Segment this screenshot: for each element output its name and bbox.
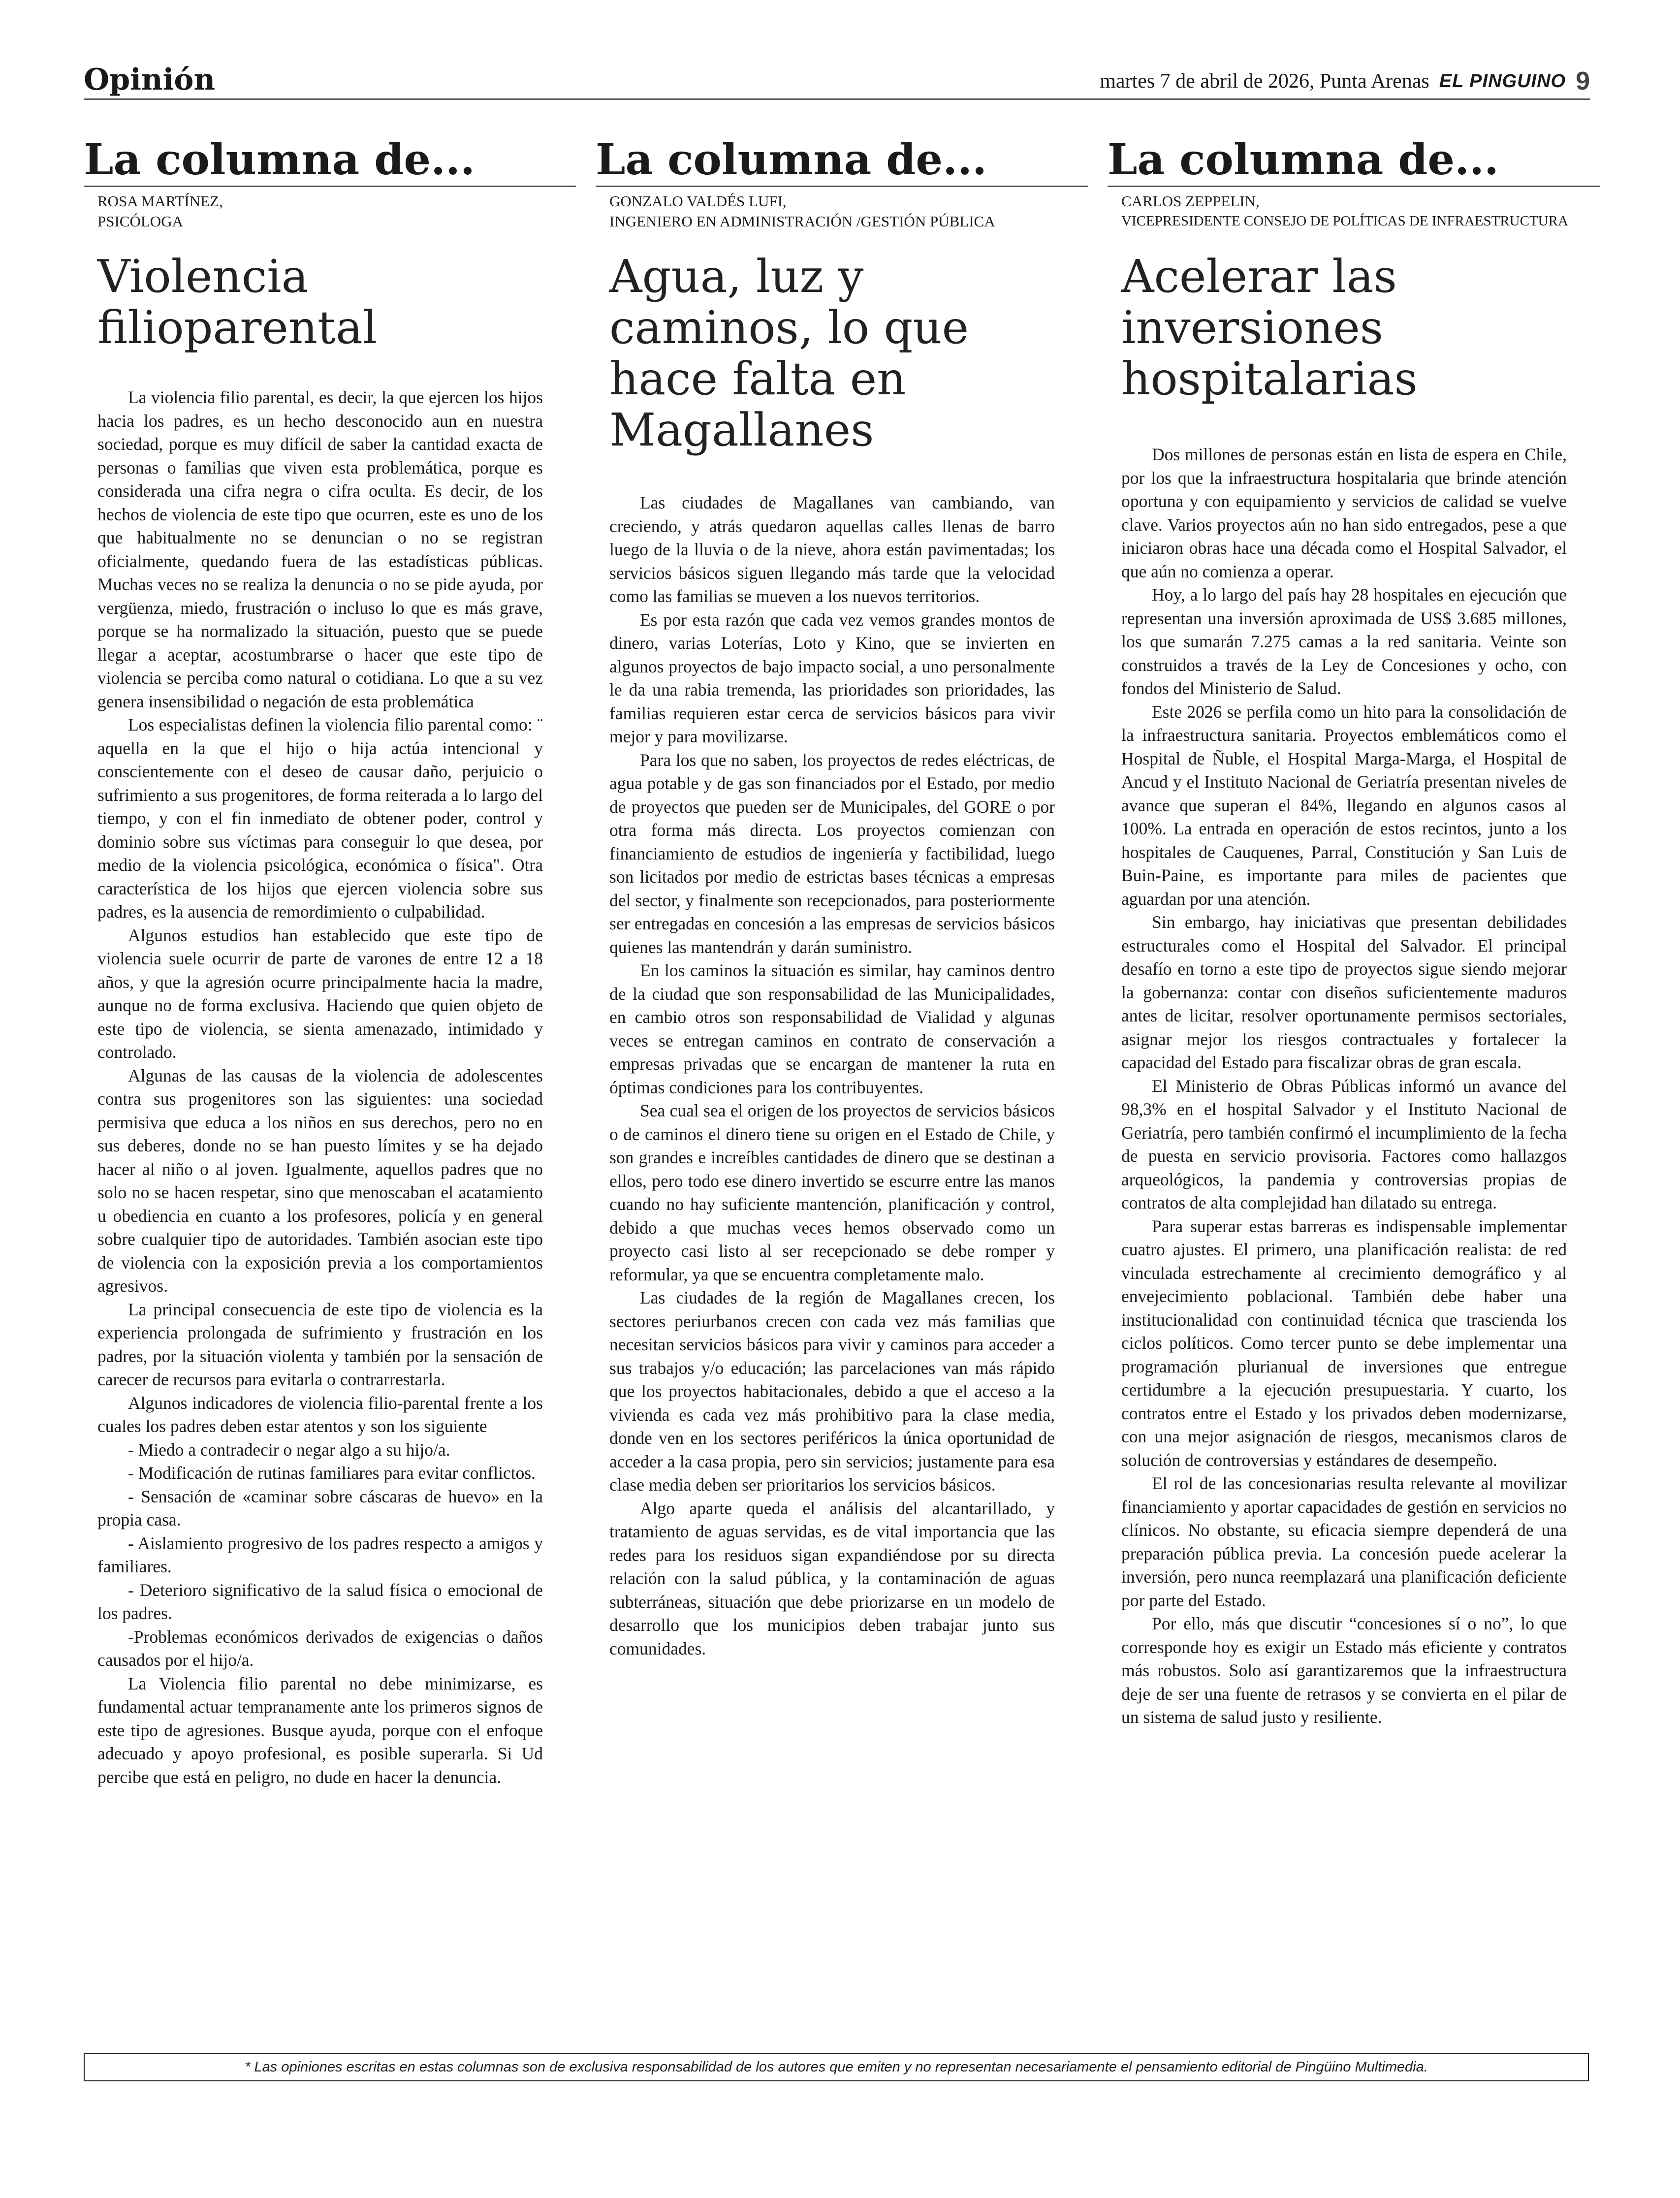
paragraph: Por ello, más que discutir “concesiones sí o no”, lo que corresponde hoy es exigir un Estado más eficiente y contratos más robustos. Solo así garantizaremos que la infraestructura deje de ser una fuente de retrasos y se convierta en el pilar de un sistema de salud justo y resiliente.: [1121, 1614, 1567, 1727]
article-headline: Violencia filioparental: [97, 250, 378, 354]
author-byline: [97, 191, 576, 231]
paragraph: El Ministerio de Obras Públicas informó un avance del 98,3% en el hospital Salvador y el Instituto Nacional de Geriatría, pero también confirmó el incumplimiento de la fecha de puesta en servicio provisoria. Factores como hallazgos arqueológicos, la pandemia y controversias propias de contratos de alta complejidad han dilatado su entrega.: [1121, 1076, 1567, 1212]
column-banner: La columna de...: [1108, 135, 1600, 187]
list-item: - Sensación de «caminar sobre cáscaras de huevo» en la propia casa.: [97, 1486, 543, 1529]
author-name: GONZALO VALDÉS LUFI,: [609, 192, 787, 210]
column-3: [1108, 135, 1600, 1729]
newspaper-logo: EL PINGUINO: [1439, 70, 1566, 92]
paragraph: Este 2026 se perfila como un hito para la consolidación de la infraestructura sanitaria. Proyectos emblemáticos como el Hospital de Ñuble, el Hospital Marga-Marga, el Hospital de Ancud y el Instituto Nacional de Geriatría presentan niveles de avance que superan el 84%, llegando en algunos casos al 100%. La entrada en operación de estos recintos, junto a los hospitales de Cauquenes, Parral, Constitución y San Luis de Buin-Paine, es importante para miles de pacientes que aguardan por una atención.: [1121, 701, 1567, 909]
paragraph: Algunas de las causas de la violencia de adolescentes contra sus progenitores son las siguientes: una sociedad permisiva que educa a los niños en sus derechos, pero no en sus deberes, donde no se han puesto límites y se ha dejado hacer al niño o al joven. Igualmente, aquellos padres que no solo no se hacen respetar, sino que menoscaban el acatamiento u obediencia en cuanto a los profesores, policía y en general sobre cualquier tipo de autoridades. También asocian este tipo de violencia con la exposición previa a los comportamientos agresivos.: [97, 1065, 543, 1296]
author-byline: [1121, 191, 1600, 231]
author-byline: [609, 191, 1088, 231]
page-header: [84, 62, 1590, 100]
author-name: ROSA MARTÍNEZ,: [97, 192, 223, 210]
paragraph: Para superar estas barreras es indispensable implementar cuatro ajustes. El primero, una planificación realista: de red vinculada estrechamente al crecimiento demográfico y al envejecimiento poblacional. También debe haber una institucionalidad con continuidad técnica que trascienda los ciclos políticos. Como tercer punto se debe implementar una programación plurianual de inversiones que entregue certidumbre a la ejecución presupuestaria. Y cuarto, los contratos entre el Estado y los privados deben modernizarse, con una mejor asignación de riesgos, mecanismos claros de solución de controversias y estándares de desempeño.: [1121, 1216, 1567, 1470]
paragraph: Las ciudades de Magallanes van cambiando, van creciendo, y atrás quedaron aquellas calles llenas de barro luego de la lluvia o de la nieve, ahora están pavimentadas; los servicios básicos siguen llegando más tarde que la velocidad como las familias se mueven a los nuevos territorios.: [609, 493, 1055, 606]
column-2: [596, 135, 1088, 1660]
article-body: [97, 386, 543, 1789]
paragraph: Es por esta razón que cada vez vemos grandes montos de dinero, varias Loterías, Loto y Kino, que se invierten en algunos proyectos de bajo impacto social, a uno personalmente le da una rabia tremenda, las prioridades son prioridades, las familias requieren estar cerca de servicios básicos para vivir mejor y para movilizarse.: [609, 609, 1055, 746]
edition-date: martes 7 de abril de 2026, Punta Arenas: [1100, 70, 1429, 93]
list-item: - Modificación de rutinas familiares para evitar conflictos.: [128, 1463, 536, 1483]
paragraph: En los caminos la situación es similar, hay caminos dentro de la ciudad que son responsabilidad de las Municipalidades, en cambio otros son responsabilidad de Vialidad y algunas veces se entregan caminos en contrato de conservación a empresas privadas que se encargan de mantener la ruta en óptimas condiciones para los contribuyentes.: [609, 960, 1055, 1097]
editorial-disclaimer: * Las opiniones escritas en estas columnas son de exclusiva responsabilidad de los autores que emiten y no representan necesariamente el pensamiento editorial de Pingüino Multimedia.: [84, 2053, 1589, 2081]
article-headline: Acelerar las inversiones hospitalarias: [1121, 250, 1418, 405]
paragraph: Los especialistas definen la violencia filio parental como: ¨ aquella en la que el hijo o hija actúa intencional y conscientemente con el deseo de causar daño, perjuicio o sufrimiento a sus progenitores, de forma reiterada a lo largo del tiempo, y con el fin inmediato de obtener poder, control y dominio sobre sus víctimas para conseguir lo que desea, por medio de la violencia psicológica, económica o física". Otra característica de los hijos que ejercen violencia sobre sus padres, es la ausencia de remordimiento o culpabilidad.: [97, 715, 543, 922]
author-role: PSICÓLOGA: [97, 213, 183, 230]
paragraph: Para los que no saben, los proyectos de redes eléctricas, de agua potable y de gas son financiados por el Estado, por medio de proyectos que pueden ser de Municipales, del GORE o por otra forma más directa. Los proyectos comienzan con financiamiento de estudios de ingeniería y factibilidad, luego son licitados por medio de estrictas bases técnicas a empresas del sector, y finalmente son recepcionados, para posteriormente ser entregadas en concesión a las empresas de servicios básicos quienes las mantendrán y darán suministro.: [609, 750, 1055, 957]
list-item: - Aislamiento progresivo de los padres respecto a amigos y familiares.: [97, 1533, 543, 1576]
paragraph: Algo aparte queda el análisis del alcantarillado, y tratamiento de aguas servidas, es de vital importancia que las redes para los residuos sigan expandiéndose por su directa relación con la salud pública, y la contaminación de aguas subterráneas, situación que debe priorizarse en un modelo de desarrollo que los municipios deben trabajar junto sus comunidades.: [609, 1498, 1055, 1658]
list-item: -Problemas económicos derivados de exigencias o daños causados por el hijo/a.: [97, 1626, 543, 1670]
list-item: - Deterioro significativo de la salud física o emocional de los padres.: [97, 1580, 543, 1623]
list-item: - Miedo a contradecir o negar algo a su hijo/a.: [128, 1439, 450, 1460]
paragraph: Dos millones de personas están en lista de espera en Chile, por los que la infraestructura hospitalaria que brinde atención oportuna y con equipamiento y servicios de calidad se vuelve clave. Varios proyectos aún no han sido entregados, pese a que iniciaron obras hace una década como el Hospital Salvador, el que aún no comienza a operar.: [1121, 445, 1567, 581]
column-1: [84, 135, 576, 1789]
page-number: 9: [1576, 67, 1590, 96]
paragraph: Algunos estudios han establecido que este tipo de violencia suele ocurrir de parte de varones de entre 12 a 18 años, y que la agresión ocurre principalmente hacia la madre, aunque no de forma exclusiva. Haciendo que quien objeto de este tipo de violencia, se sienta amenazado, intimidado y controlado.: [97, 925, 543, 1062]
header-meta: [1100, 66, 1590, 96]
article-body: [609, 491, 1055, 1660]
author-role: INGENIERO EN ADMINISTRACIÓN /GESTIÓN PÚBLICA: [609, 213, 995, 230]
author-name: CARLOS ZEPPELIN,: [1121, 192, 1260, 210]
paragraph: Sea cual sea el origen de los proyectos de servicios básicos o de caminos el dinero tiene su origen en el Estado de Chile, y son grandes e increíbles cantidades de dinero que se destinan a ellos, pero todo ese dinero invertido se escurre entre las manos cuando no hay suficiente mantención, planificación y control, debido a que muchas veces hemos observado como un proyecto casi listo al ser recepcionado se debe romper y reformular, ya que se encuentra completamente malo.: [609, 1101, 1055, 1284]
article-body: [1121, 443, 1567, 1729]
paragraph: La Violencia filio parental no debe minimizarse, es fundamental actuar tempranamente ante los primeros signos de este tipo de agresiones. Busque ayuda, porque con el enfoque adecuado y apoyo profesional, es posible superarla. Si Ud percibe que está en peligro, no dude en hacer la denuncia.: [97, 1673, 543, 1787]
paragraph: Las ciudades de la región de Magallanes crecen, los sectores periurbanos crecen con cada vez más familias que necesitan servicios básicos para vivir y caminos para acceder a sus trabajos y/o educación; las parcelaciones van más rápido que los proyectos habitacionales, debido a que el acceso a la vivienda es cada vez más prohibitivo para la clase media, donde ven en los sectores periféricos la única oportunidad de acceder a la casa propia, pero sin servicios; justamente para esa clase media deben ser prioritarios los servicios básicos.: [609, 1288, 1055, 1495]
paragraph: Sin embargo, hay iniciativas que presentan debilidades estructurales como el Hospital del Salvador. El principal desafío en torno a este tipo de proyectos sigue siendo mejorar la gobernanza: contar con diseños suficientemente maduros antes de licitar, resolver oportunamente permisos sectoriales, asignar mejor los riesgos contractuales y fortalecer la capacidad del Estado para fiscalizar obras de gran escala.: [1121, 912, 1567, 1072]
paragraph: Hoy, a lo largo del país hay 28 hospitales en ejecución que representan una inversión aproximada de US$ 3.685 millones, los que sumarán 7.275 camas a la red sanitaria. Veinte son construidos a través de la Ley de Concesiones y ocho, con fondos del Ministerio de Salud.: [1121, 585, 1567, 698]
article-headline: Agua, luz y caminos, lo que hace falta en Magallanes: [609, 250, 969, 456]
paragraph: El rol de las concesionarias resulta relevante al movilizar financiamiento y aportar capacidades de gestión en servicios no clínicos. No obstante, su eficacia siempre dependerá de una preparación pública previa. La concesión puede acelerar la inversión, pero nunca reemplazará una planificación deficiente por parte del Estado.: [1121, 1473, 1567, 1610]
column-banner: La columna de...: [84, 135, 576, 187]
paragraph: Algunos indicadores de violencia filio-parental frente a los cuales los padres deben estar atentos y son los siguiente: [97, 1393, 543, 1436]
section-label: Opinión: [84, 63, 216, 97]
paragraph: La principal consecuencia de este tipo de violencia es la experiencia prolongada de sufrimiento y frustración en los padres, por la situación violenta y también por la sensación de carecer de recursos para evitarla o contrarrestarla.: [97, 1299, 543, 1389]
paragraph: La violencia filio parental, es decir, la que ejercen los hijos hacia los padres, es un hecho desconocido aun en nuestra sociedad, porque es muy difícil de saber la cantidad exacta de personas o familias que viven esta problemática, porque es considerada una cifra negra o cifra oculta. Es decir, de los hechos de violencia de este tipo que ocurren, este es uno de los que habitualmente no se denuncian o no se registran oficialmente, quedando fuera de las estadísticas públicas. Muchas veces no se realiza la denuncia o no se pide ayuda, por vergüenza, miedo, frustración o incluso lo que es más grave, porque se ha normalizado la situación, puesto que se puede llegar a aceptar, acostumbrarse o hacer que este tipo de violencia se perciba como natural o cotidiana. Lo que a su vez genera insensibilidad o negación de esta problemática: [97, 387, 543, 711]
column-banner: La columna de...: [596, 135, 1088, 187]
author-role: VICEPRESIDENTE CONSEJO DE POLÍTICAS DE INFRAESTRUCTURA: [1121, 213, 1568, 229]
